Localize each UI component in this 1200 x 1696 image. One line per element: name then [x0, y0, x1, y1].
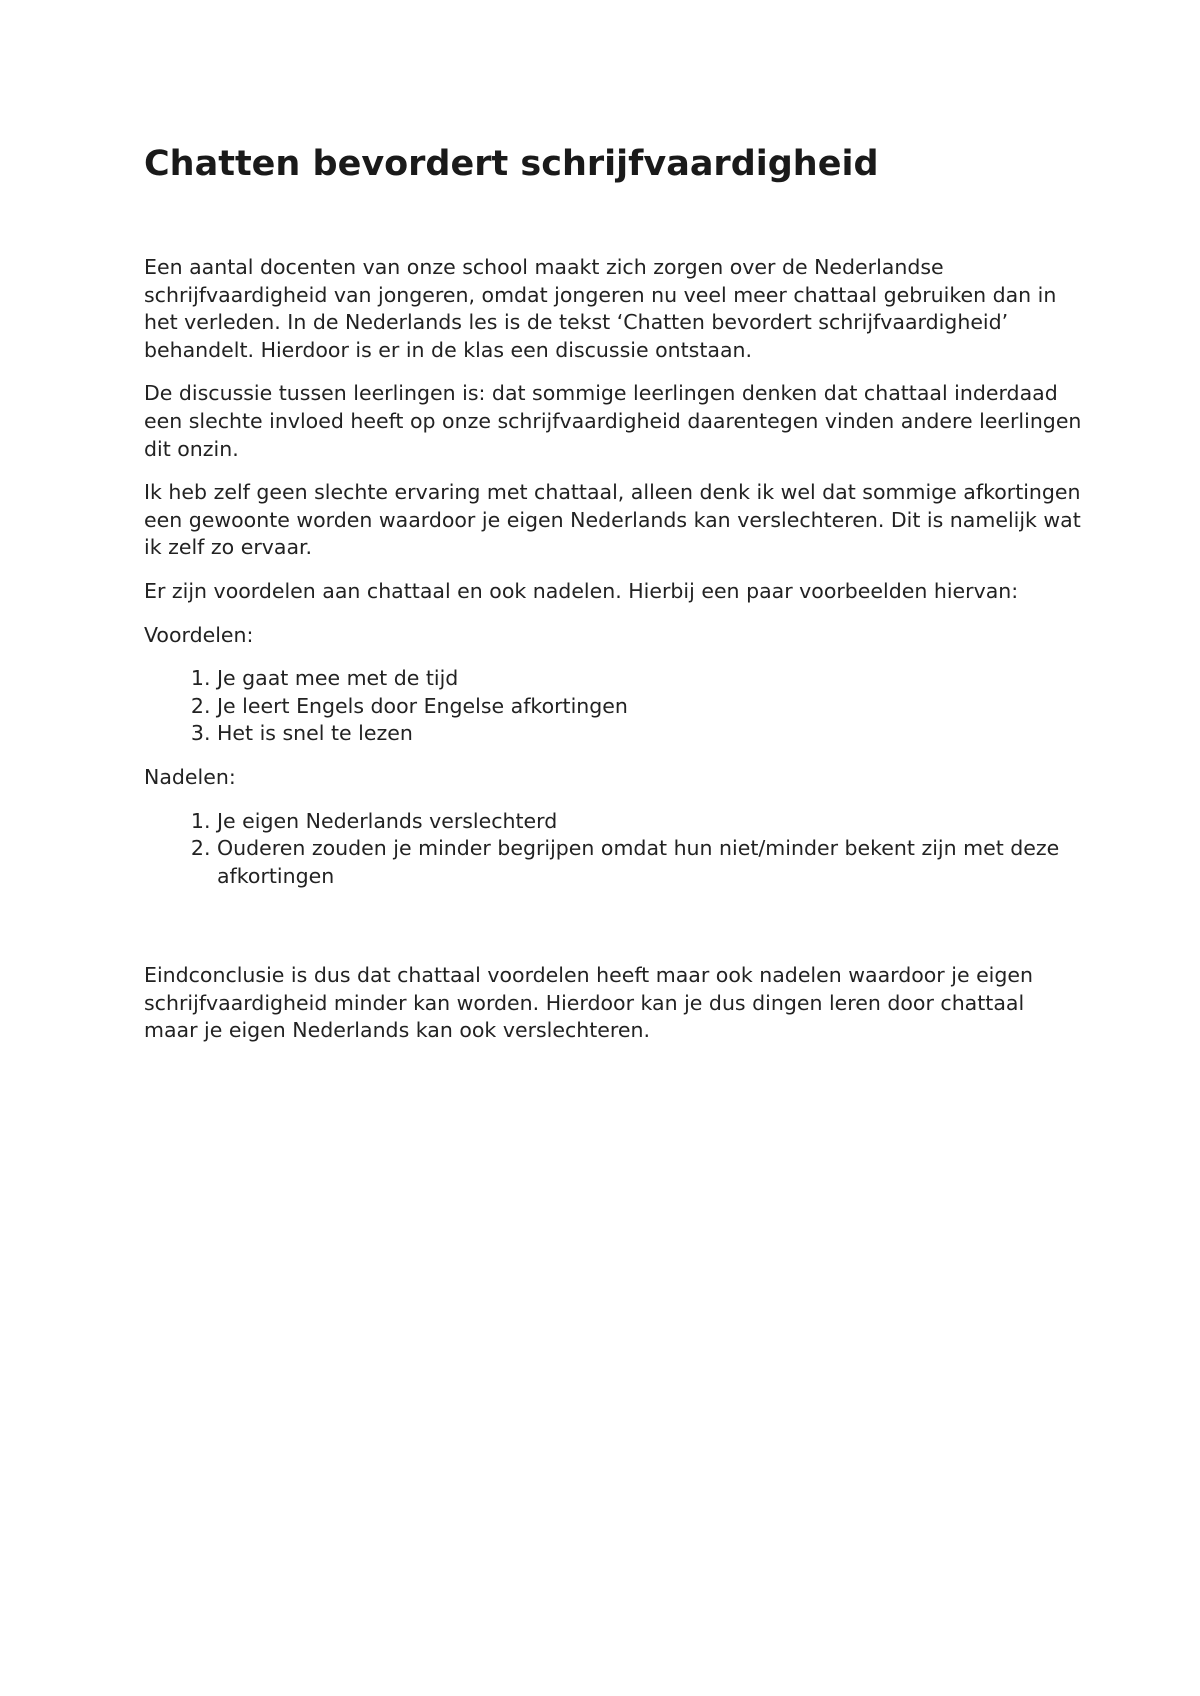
disadvantages-label: Nadelen: — [144, 764, 236, 789]
paragraph-discussion: De discussie tussen leerlingen is: dat sommige leerlingen denken dat chattaal inderdaad een slechte invloed heeft op onze schrijfvaardigheid daarentegen vinden andere leerlingen dit onzin. — [144, 381, 1082, 461]
paragraph-examples-intro: Er zijn voordelen aan chattaal en ook nadelen. Hierbij een paar voorbeelden hiervan: — [144, 578, 1019, 603]
list-item: 3. Het is snel te lezen — [217, 720, 1084, 748]
document-title: Chatten bevordert schrijfvaardigheid — [144, 144, 879, 184]
list-item: 1. Je gaat mee met de tijd — [217, 665, 1084, 693]
advantages-list — [144, 665, 1084, 748]
disadvantages-list — [144, 808, 1084, 891]
paragraph-opinion: Ik heb zelf geen slechte ervaring met chattaal, alleen denk ik wel dat sommige afkortingen een gewoonte worden waardoor je eigen Nederlands kan verslechteren. Dit is namelijk wat ik zelf zo ervaar. — [144, 480, 1081, 560]
list-item: 2. Ouderen zouden je minder begrijpen omdat hun niet/minder bekent zijn met deze afkortingen — [217, 835, 1084, 890]
paragraph-conclusion: Eindconclusie is dus dat chattaal voordelen heeft maar ook nadelen waardoor je eigen schrijfvaardigheid minder kan worden. Hierdoor kan je dus dingen leren door chattaal maar je eigen Nederlands kan ook verslechteren. — [144, 963, 1033, 1043]
list-item: 1. Je eigen Nederlands verslechterd — [217, 808, 1084, 836]
document-body — [144, 254, 1084, 1061]
list-item: 2. Je leert Engels door Engelse afkortingen — [217, 693, 1084, 721]
section-spacer — [144, 906, 1084, 962]
advantages-label: Voordelen: — [144, 622, 254, 647]
paragraph-intro: Een aantal docenten van onze school maakt zich zorgen over de Nederlandse schrijfvaardigheid van jongeren, omdat jongeren nu veel meer chattaal gebruiken dan in het verleden. In de Nederlands les is de tekst ‘Chatten bevordert schrijfvaardigheid’ behandelt. Hierdoor is er in de klas een discussie ontstaan. — [144, 255, 1057, 362]
